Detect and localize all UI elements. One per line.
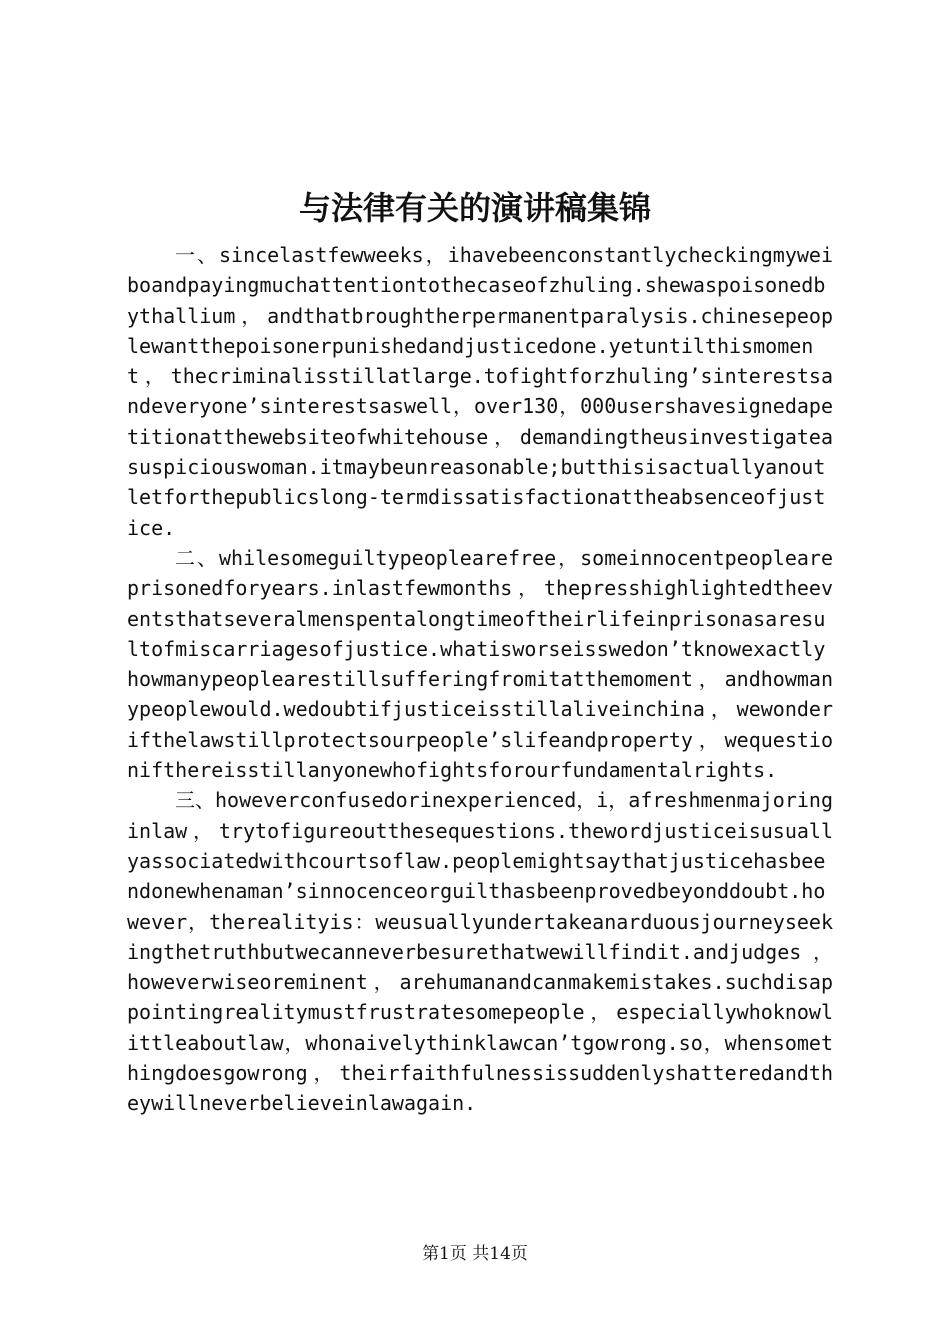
document-title: 与法律有关的演讲稿集锦 [298, 189, 651, 227]
document-body [127, 240, 833, 1119]
paragraph-2: 二、whilesomeguiltypeoplearefree，someinnocentpeoplearеprisonedforyears.inlastfewmonths，thepresshighlightedtheeventsthatseveralmenspentalongtimeoftheirlifeinprisonasaresultofmiscarriagesofjustice.whatisworseisswedon’tknowexactlyhowmanypeoplearestillsufferingfromitatthemoment，andhowmanypeoplewould.wedoubtifjusticeisstillaliveinchina，wewonderifthelawstillprotectsourpeople’slifeandproperty，wequestionifthereisstillanyonewhofightsforourfundamentalrights. [127, 545, 833, 783]
page-footer: 第1页 共14页 [422, 1244, 528, 1264]
paragraph-1: 一、sincelastfewweeks，ihavebeenconstantlycheckingmyweiboandpayingmuchattentiontothecaseofzhuling.shewaspoisonedbythallium，andthatbroughtherpermanentparalysis.chinesepeoplewantthepoisonerpunishedandjusticedone.yetuntilthismoment，thecriminalisstillatlarge.tofightforzhuling’sinterestsandeveryone’sinterestsaswell，over130，000usershavesignedapetitionatthewebsiteofwhitehouse，demandingtheusinvestigateasuspiciouswoman.itmaybeunreasonable;butthisisactuallyanoutletforthepublicslong-termdissatisfactionattheabsenceofjustice. [127, 243, 833, 540]
paragraph-3: 三、howeverconfusedorinexperienced，i，afreshmenmajoringinlaw，trytofigureoutthesequestions.thewordjusticeisusuallyassociatedwithcourtsoflaw.peoplemightsaythatjusticehasbeendonewhenaman’sinnocenceorguilthasbeenprovedbeyonddoubt.however，therealityis：weusuallyundertakeanarduousjourneyseekingthetruthbutwecanneverbesurethatwewillfindit.andjudges，howeverwiseoreminent，arehumanandcanmakemistakes.suchdisappointingrealitymustfrustratesomepeople，especiallywhoknowlittleaboutlaw，whonaivelythinklawcan’tgowrong.so，whensomethingdoesgowrong，theirfaithfulnessissuddenlyshatteredandtheywillneverbelieveinlawagain. [127, 788, 833, 1116]
